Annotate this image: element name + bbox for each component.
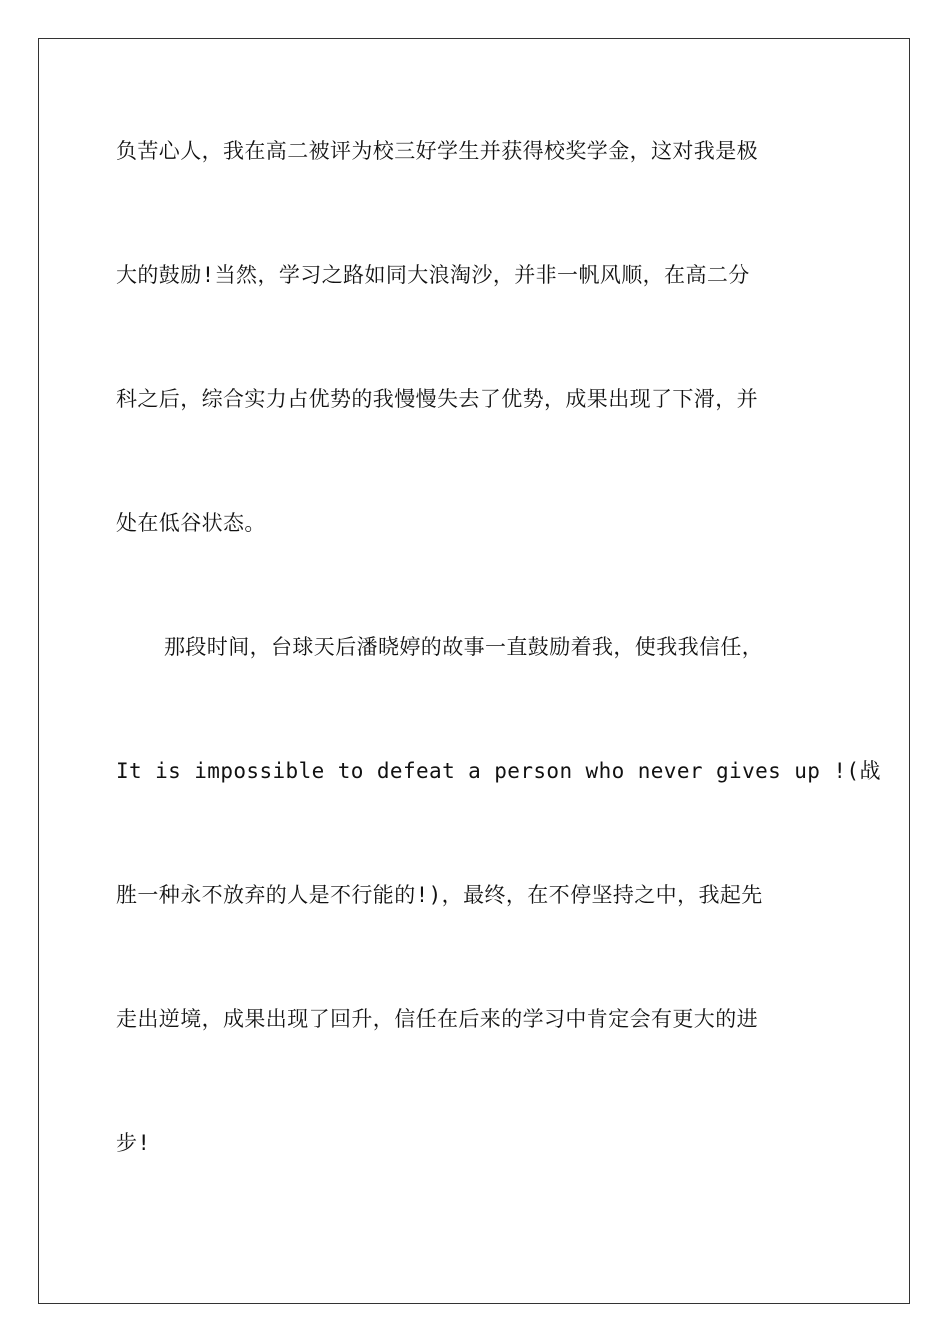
text-line: 步!	[116, 1131, 151, 1155]
text-line: 科之后，综合实力占优势的我慢慢失去了优势，成果出现了下滑，并	[116, 387, 758, 411]
text-line: 负苦心人，我在高二被评为校三好学生并获得校奖学金，这对我是极	[116, 139, 758, 163]
text-line: 胜一种永不放弃的人是不行能的!)，最终，在不停坚持之中，我起先	[116, 883, 763, 907]
text-line: It is impossible to defeat a person who never gives up !(战	[116, 759, 881, 783]
text-line: 大的鼓励!当然，学习之路如同大浪淘沙，并非一帆风顺，在高二分	[116, 263, 750, 287]
page-border	[38, 38, 910, 1304]
text-line: 走出逆境，成果出现了回升，信任在后来的学习中肯定会有更大的进	[116, 1007, 758, 1031]
paragraph-start-line: 那段时间，台球天后潘晓婷的故事一直鼓励着我，使我我信任，	[164, 635, 764, 659]
text-line: 处在低谷状态。	[116, 511, 266, 535]
